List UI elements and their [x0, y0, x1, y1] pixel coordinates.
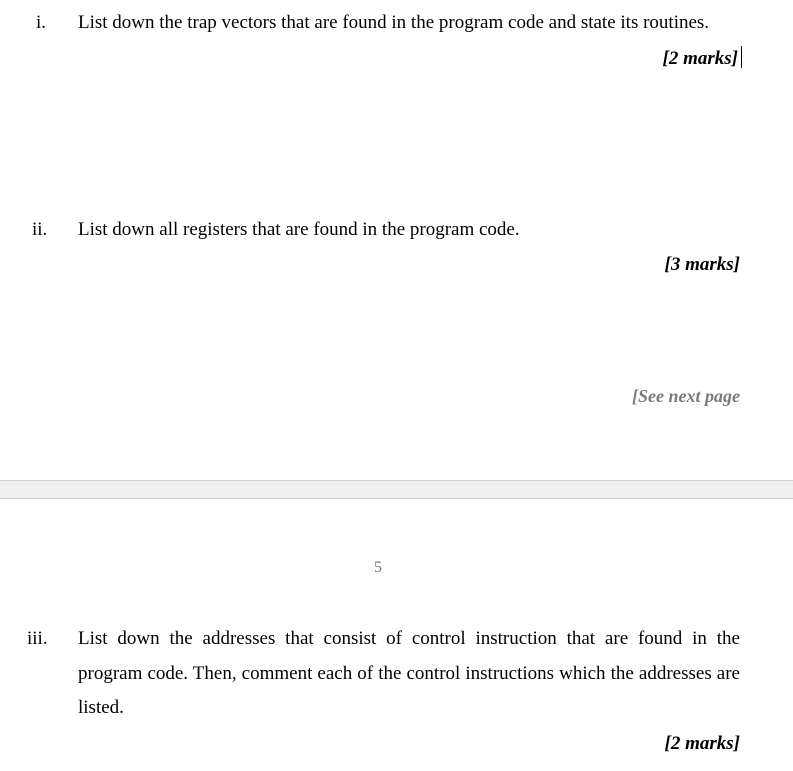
question-text-iii: List down the addresses that consist of control instruction that are found in the program code. Then, comment each of the control instructions which the addresses are listed. — [78, 628, 740, 718]
page-break-gap — [0, 480, 793, 499]
question-number-i: i. — [36, 12, 47, 33]
document-page-bottom — [0, 499, 793, 771]
question-number-iii: iii. — [27, 628, 48, 649]
question-text-i: List down the trap vectors that are found in the program code and state its routines. — [78, 12, 710, 33]
page-number: 5 — [374, 559, 382, 576]
marks-label-iii: [2 marks] — [664, 733, 740, 754]
question-text-ii: List down all registers that are found in the program code. — [78, 219, 520, 240]
marks-label-i — [663, 46, 742, 70]
marks-text-i: [2 marks] — [662, 48, 738, 69]
text-cursor — [741, 46, 742, 68]
question-number-ii: ii. — [32, 219, 48, 240]
see-next-page-label: [See next page — [632, 386, 740, 406]
marks-label-ii: [3 marks] — [664, 254, 740, 275]
